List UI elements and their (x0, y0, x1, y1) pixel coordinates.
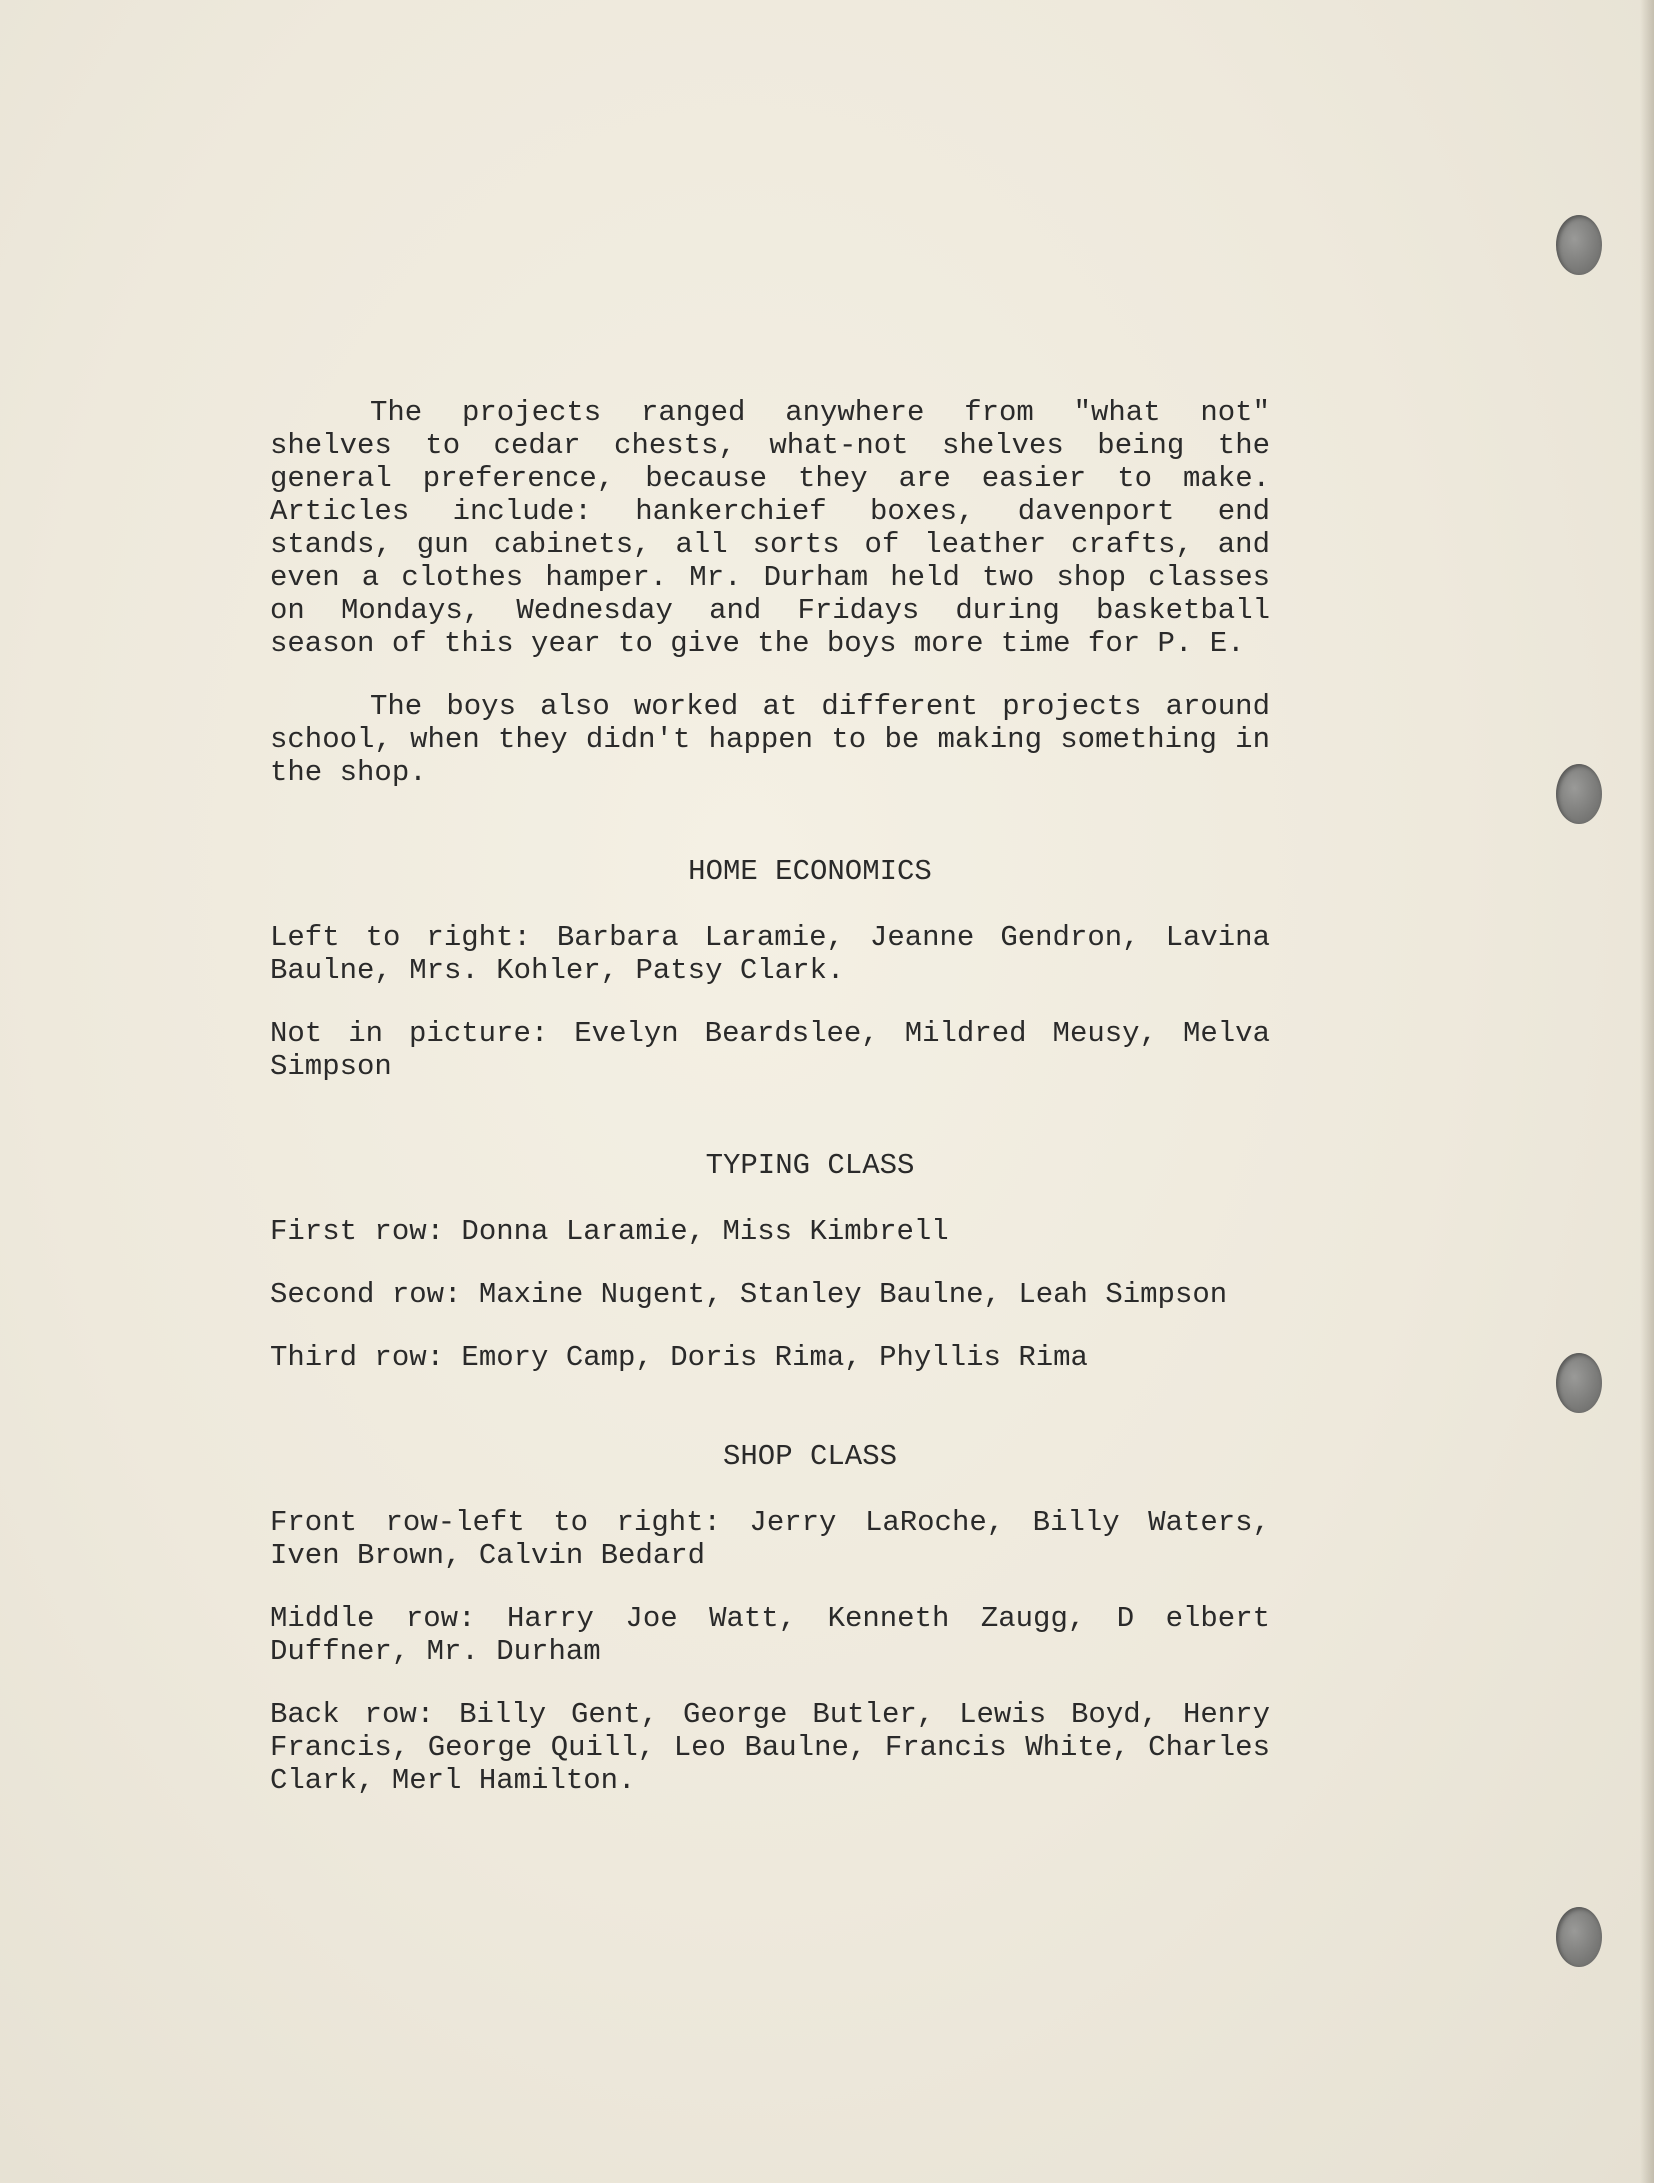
shop-middle-row: Middle row: Harry Joe Watt, Kenneth Zaugg, D elbert Duffner, Mr. Durham (270, 1602, 1270, 1668)
punch-hole (1556, 764, 1602, 824)
shop-front-row: Front row-left to right: Jerry LaRoche, Billy Waters, Iven Brown, Calvin Bedard (270, 1506, 1270, 1572)
shop-paragraph-2: The boys also worked at different projects around school, when they didn't happen to be making something in the shop. (270, 690, 1270, 789)
typing-class-heading: TYPING CLASS (705, 1149, 915, 1182)
typing-first-row: First row: Donna Laramie, Miss Kimbrell (270, 1215, 949, 1248)
home-economics-not-in-picture: Not in picture: Evelyn Beardslee, Mildred Meusy, Melva Simpson (270, 1017, 1270, 1083)
typing-third-row: Third row: Emory Camp, Doris Rima, Phyllis Rima (270, 1341, 1088, 1374)
shop-class-heading: SHOP CLASS (722, 1440, 898, 1473)
shop-back-row: Back row: Billy Gent, George Butler, Lewis Boyd, Henry Francis, George Quill, Leo Baulne, Francis White, Charles Clark, Merl Hamilton. (270, 1698, 1270, 1797)
typed-text-block (270, 396, 1270, 1797)
punch-hole (1556, 1907, 1602, 1967)
typing-second-row: Second row: Maxine Nugent, Stanley Baulne, Leah Simpson (270, 1278, 1228, 1311)
page-edge-shadow (1640, 0, 1654, 2183)
home-economics-left-to-right: Left to right: Barbara Laramie, Jeanne Gendron, Lavina Baulne, Mrs. Kohler, Patsy Clark. (270, 921, 1270, 987)
punch-hole (1556, 215, 1602, 275)
shop-paragraph-1: The projects ranged anywhere from "what not" shelves to cedar chests, what-not shelves being the general preference, because they are easier to make. Articles include: hankerchief boxes, davenport end stands, gun cabinets, all sorts of leather crafts, and even a clothes hamper. Mr. Durham held two shop classes on Mondays, Wednesday and Fridays during basketball season of this year to give the boys more time for P. E. (270, 396, 1270, 660)
home-economics-heading: HOME ECONOMICS (688, 855, 932, 888)
punch-hole (1556, 1353, 1602, 1413)
